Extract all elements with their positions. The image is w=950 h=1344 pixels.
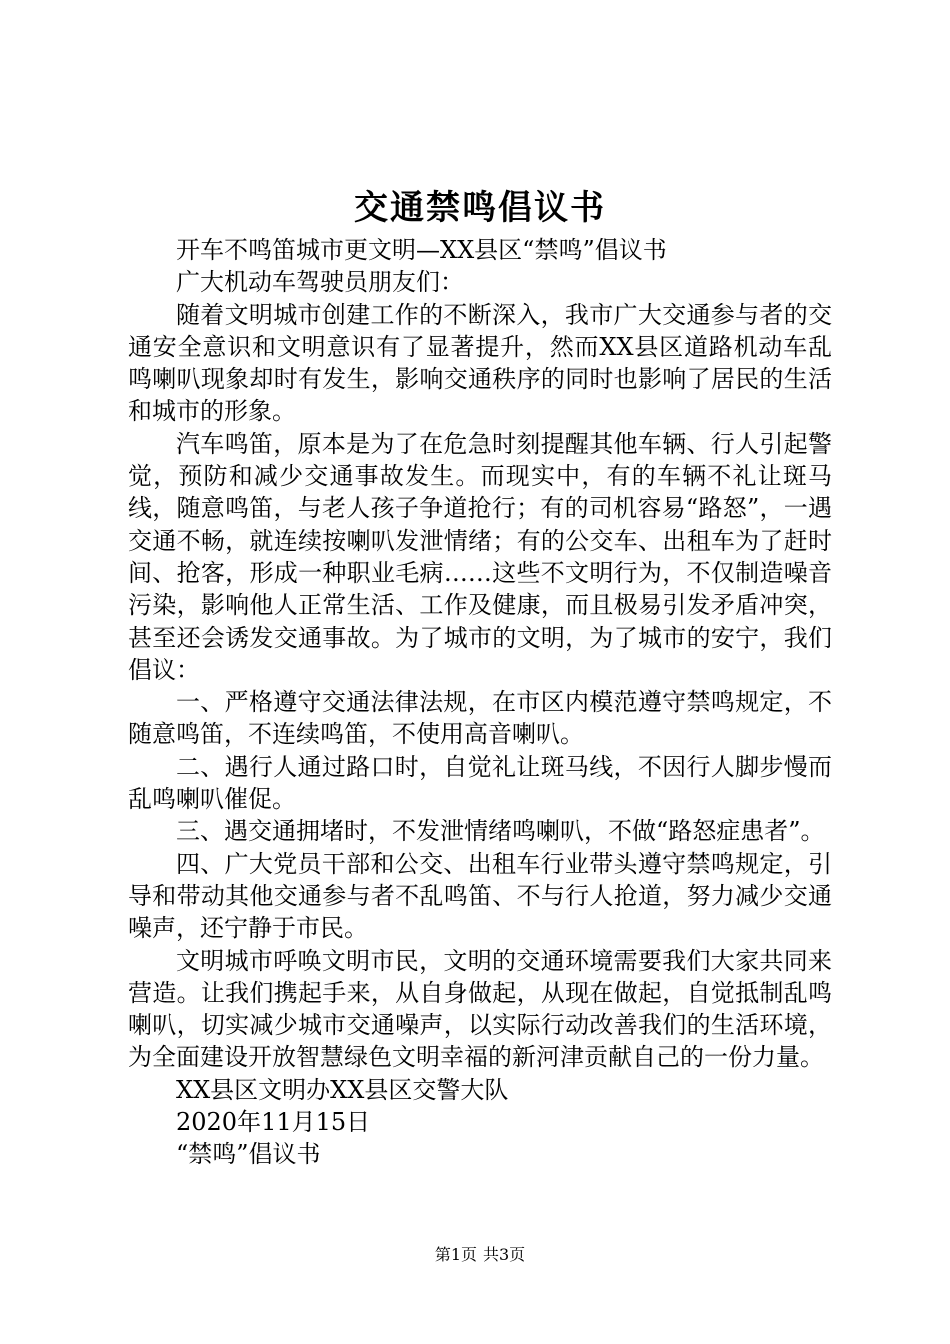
proposal-item-3: 三、遇交通拥堵时，不发泄情绪鸣喇叭，不做“路怒症患者”。 xyxy=(176,817,825,846)
signature-date: 2020年11月15日 xyxy=(176,1108,371,1137)
trailing-title: “禁鸣”倡议书 xyxy=(176,1140,321,1169)
body-paragraph: 文明城市呼唤文明市民，文明的交通环境需要我们大家共同来营造。让我们携起手来，从自身做起，从现在做起，自觉抵制乱鸣喇叭，切实减少城市交通噪声，以实际行动改善我们的生活环境，为全面建设开放智慧绿色文明幸福的新河津贡献自己的一份力量。 xyxy=(128,946,832,1072)
body-paragraph: 随着文明城市创建工作的不断深入，我市广大交通参与者的交通安全意识和文明意识有了显著提升，然而XX县区道路机动车乱鸣喇叭现象却时有发生，影响交通秩序的同时也影响了居民的生活和城市的形象。 xyxy=(128,300,832,426)
document-title: 交通禁鸣倡议书 xyxy=(354,188,606,228)
proposal-item-2: 二、遇行人通过路口时，自觉礼让斑马线，不因行人脚步慢而乱鸣喇叭催促。 xyxy=(128,752,832,814)
document-body xyxy=(128,234,832,1171)
body-paragraph: 汽车鸣笛，原本是为了在危急时刻提醒其他车辆、行人引起警觉，预防和减少交通事故发生。而现实中，有的车辆不礼让斑马线，随意鸣笛，与老人孩子争道抢行；有的司机容易“路怒”，一遇交通不畅，就连续按喇叭发泄情绪；有的公交车、出租车为了赶时间、抢客，形成一种职业毛病……这些不文明行为，不仅制造噪音污染，影响他人正常生活、工作及健康，而且极易引发矛盾冲突，甚至还会诱发交通事故。为了城市的文明，为了城市的安宁，我们倡议： xyxy=(128,429,832,684)
salutation: 广大机动车驾驶员朋友们： xyxy=(176,268,464,297)
page-total: 共3页 xyxy=(483,1245,526,1264)
proposal-item-1: 一、严格遵守交通法律法规，在市区内模范遵守禁鸣规定，不随意鸣笛，不连续鸣笛，不使用高音喇叭。 xyxy=(128,688,832,749)
signature-issuers: XX县区文明办XX县区交警大队 xyxy=(176,1075,509,1104)
page-number: 第1页 xyxy=(434,1245,477,1264)
page-footer xyxy=(0,1244,950,1266)
proposal-item-4: 四、广大党员干部和公交、出租车行业带头遵守禁鸣规定，引导和带动其他交通参与者不乱鸣笛、不与行人抢道，努力减少交通噪声，还宁静于市民。 xyxy=(128,849,832,943)
subtitle-line: 开车不鸣笛城市更文明—XX县区“禁鸣”倡议书 xyxy=(176,236,667,264)
